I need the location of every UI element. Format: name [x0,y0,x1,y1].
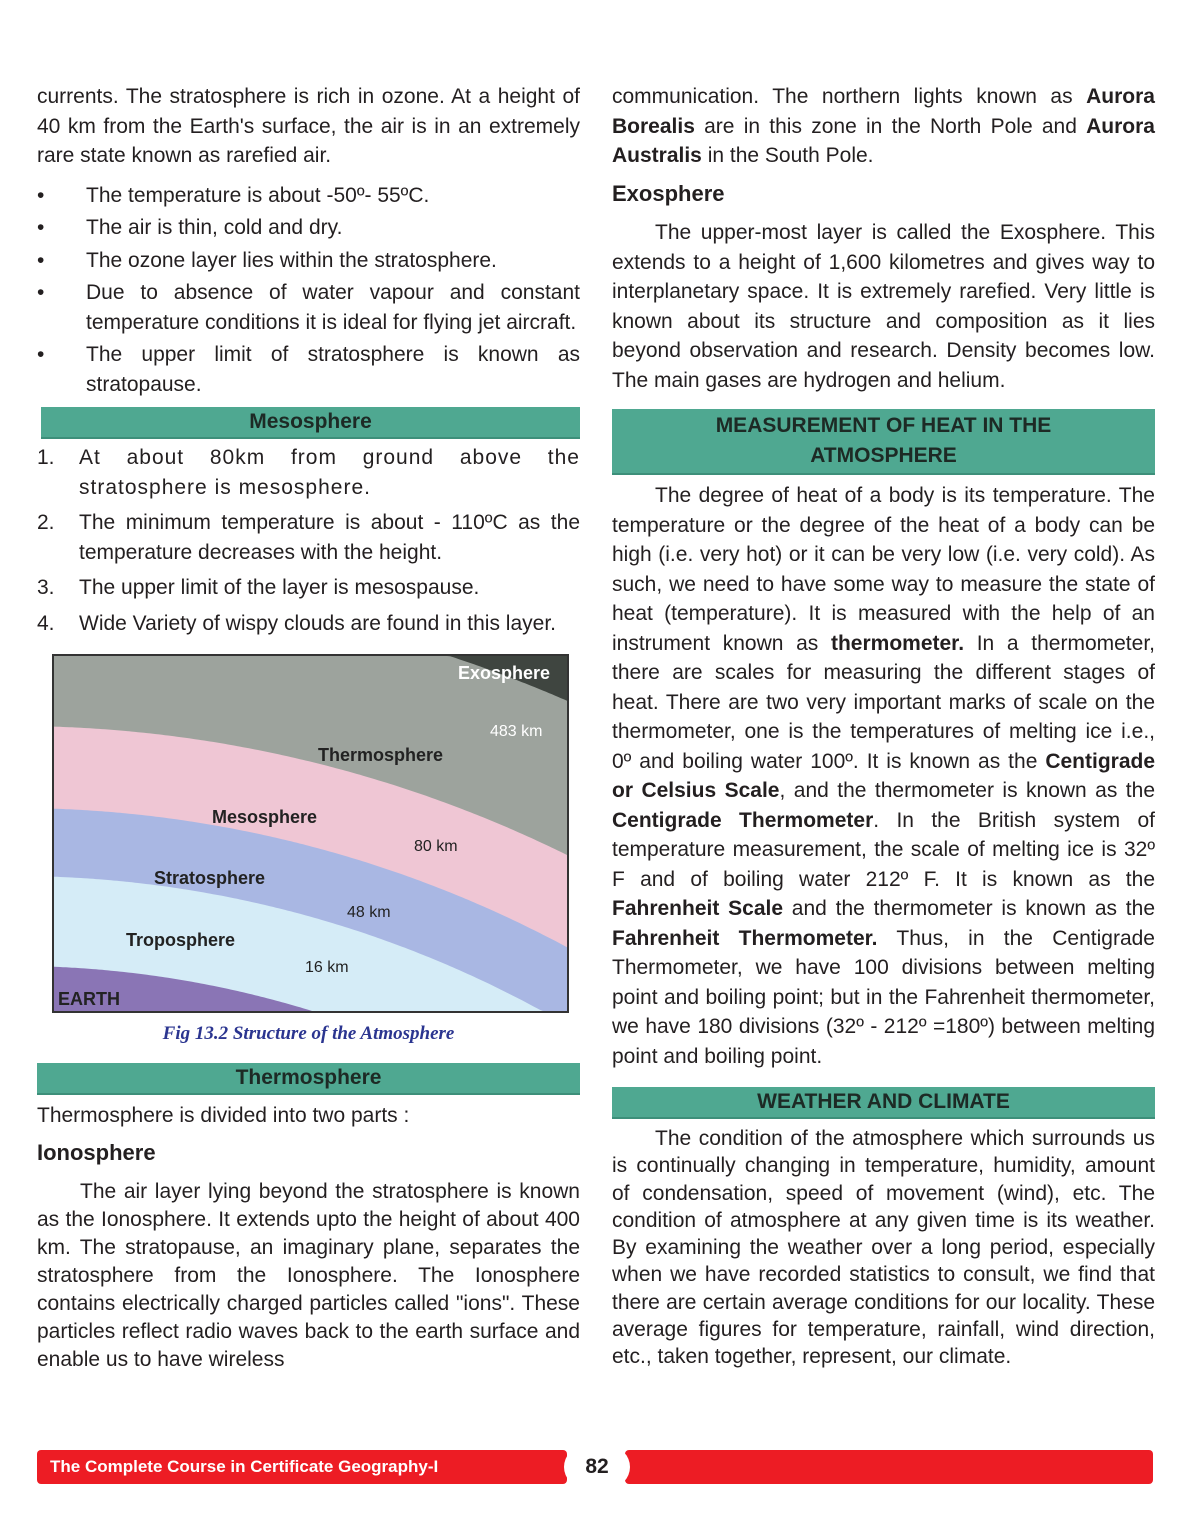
text-segment: are in this zone in the North Pole and [694,114,1087,138]
list-item [37,573,580,603]
heat-paragraph [612,481,1155,1071]
exosphere-heading: Exosphere [612,180,725,206]
text-segment: . In the British system of temperature measurement, the scale of melting ice is 32º F and of boiling water 212º F. It is known as the [612,808,1155,891]
height-48-label: 48 km [347,904,391,921]
exosphere-paragraph: The upper-most layer is called the Exosphere. This extends to a height of 1,600 kilometres and gives way to interplanetary space. It is extremely rarefied. Very little is known about its structure and composition as it lies beyond observation and research. Density becomes low. The main gases are hydrogen and helium. [612,221,1155,392]
bold-term: Fahrenheit Scale [612,897,784,920]
bullet-item: • The temperature is about -50º- 55ºC. [37,181,580,211]
item-text: The minimum temperature is about - 110ºC as the temperature decreases with the height. [79,511,580,564]
item-text: The upper limit of the layer is mesospause. [79,576,480,599]
thermosphere-label: Thermosphere [318,745,444,765]
mesosphere-label: Mesosphere [212,807,318,827]
book-title: The Complete Course in Certificate Geography-I [50,1457,439,1476]
bold-term: Aurora Australis [612,114,1155,167]
bullet-item: • Due to absence of water vapour and constant temperature conditions it is ideal for flying jet aircraft. [37,278,580,337]
text-segment: Thus, in the Centigrade Thermometer, we have 100 divisions between melting point and boiling point; but in the Fahrenheit thermometer, we have 180 divisions (32º - 212º =180º) between melting point and boiling point. [612,926,1155,1068]
aurora-paragraph [612,82,1155,171]
text-segment: and the thermometer is known as the [783,897,1155,920]
left-column [37,82,580,1374]
exosphere-label: Exosphere [458,663,551,683]
figure-caption: Fig 13.2 Structure of the Atmosphere [162,1023,455,1044]
item-text: At about 80km from ground above the stratosphere is mesosphere. [79,446,580,499]
mesosphere-list [37,443,580,638]
item-number: 2. [37,511,55,534]
item-number: 3. [37,576,55,599]
page-footer [37,1450,1153,1484]
troposphere-label: Troposphere [126,930,236,950]
atmosphere-structure-figure [52,654,569,1013]
intro-paragraph: currents. The stratosphere is rich in ozone. At a height of 40 km from the Earth's surface, the air is in an extremely rare state known as rarefied air. [37,85,580,167]
height-80-label: 80 km [414,838,458,855]
text-segment: In a thermometer, there are scales for measuring the different stages of heat. There are two very important marks of scale on the thermometer, one is the temperatures of melting ice i.e., 0º and boiling water 100º. It is known as the [612,631,1155,773]
ionosphere-paragraph: The air layer lying beyond the stratosphere is known as the Ionosphere. It extends upto the height of about 400 km. The stratopause, an imaginary plane, separates the stratosphere from the Ionosphere. The Ionosphere contains electrically charged particles called "ions". These particles reflect radio waves back to the earth surface and enable us to have wireless [37,1179,580,1371]
ionosphere-heading: Ionosphere [37,1140,156,1165]
right-column [612,82,1155,1371]
bold-term: Fahrenheit Thermometer. [612,926,878,950]
item-number: 4. [37,611,55,635]
height-16-label: 16 km [305,959,349,976]
mesosphere-heading: Mesosphere [41,407,580,439]
bullet-item: • The air is thin, cold and dry. [37,213,580,243]
text-segment: in the South Pole. [701,144,874,167]
bold-term: Centigrade Thermometer [612,808,874,832]
footer-bar-right [625,1450,1153,1484]
text-segment: communication. The northern lights known as [612,85,1087,108]
list-item [37,443,580,502]
list-item [37,609,580,639]
item-number: 1. [37,446,55,469]
bold-term: thermometer. [830,631,965,655]
bullet-item: • The upper limit of stratosphere is known as stratopause. [37,340,580,399]
thermosphere-heading: Thermosphere [37,1063,580,1095]
text-segment: , and the thermometer is known as the [779,779,1155,802]
text-segment: The degree of heat of a body is its temperature. The temperature or the degree of the heat of a body can be high (i.e. very hot) or it can be very low (i.e. very cold). As such, we need to have some way to measure the state of heat (temperature). It is measured with the help of an instrument known as [612,484,1155,655]
earth-label: EARTH [58,989,120,1009]
bold-term: Aurora Borealis [612,85,1155,138]
bold-term: Centigrade or Celsius Scale [612,749,1155,802]
stratosphere-label: Stratosphere [154,868,266,888]
thermosphere-intro: Thermosphere is divided into two parts : [37,1103,410,1127]
item-text: Wide Variety of wispy clouds are found in this layer. [79,611,557,635]
bullet-item: • The ozone layer lies within the stratosphere. [37,246,580,276]
weather-climate-heading: WEATHER AND CLIMATE [612,1087,1155,1119]
heat-measurement-heading: MEASUREMENT OF HEAT IN THE ATMOSPHERE [612,409,1155,475]
list-item [37,508,580,567]
stratosphere-bullets [37,181,580,400]
height-483-label: 483 km [490,723,543,740]
page-number: 82 [564,1446,630,1488]
weather-paragraph: The condition of the atmosphere which surrounds us is continually changing in temperature, humidity, amount of condensation, speed of movement (wind), etc. The condition of atmosphere at any given time is its weather. By examining the weather over a long period, especially when we have recorded statistics to consult, we find that there are certain average conditions for our locality. These average figures for temperature, rainfall, wind direction, etc., taken together, represent, our climate. [612,1127,1155,1369]
